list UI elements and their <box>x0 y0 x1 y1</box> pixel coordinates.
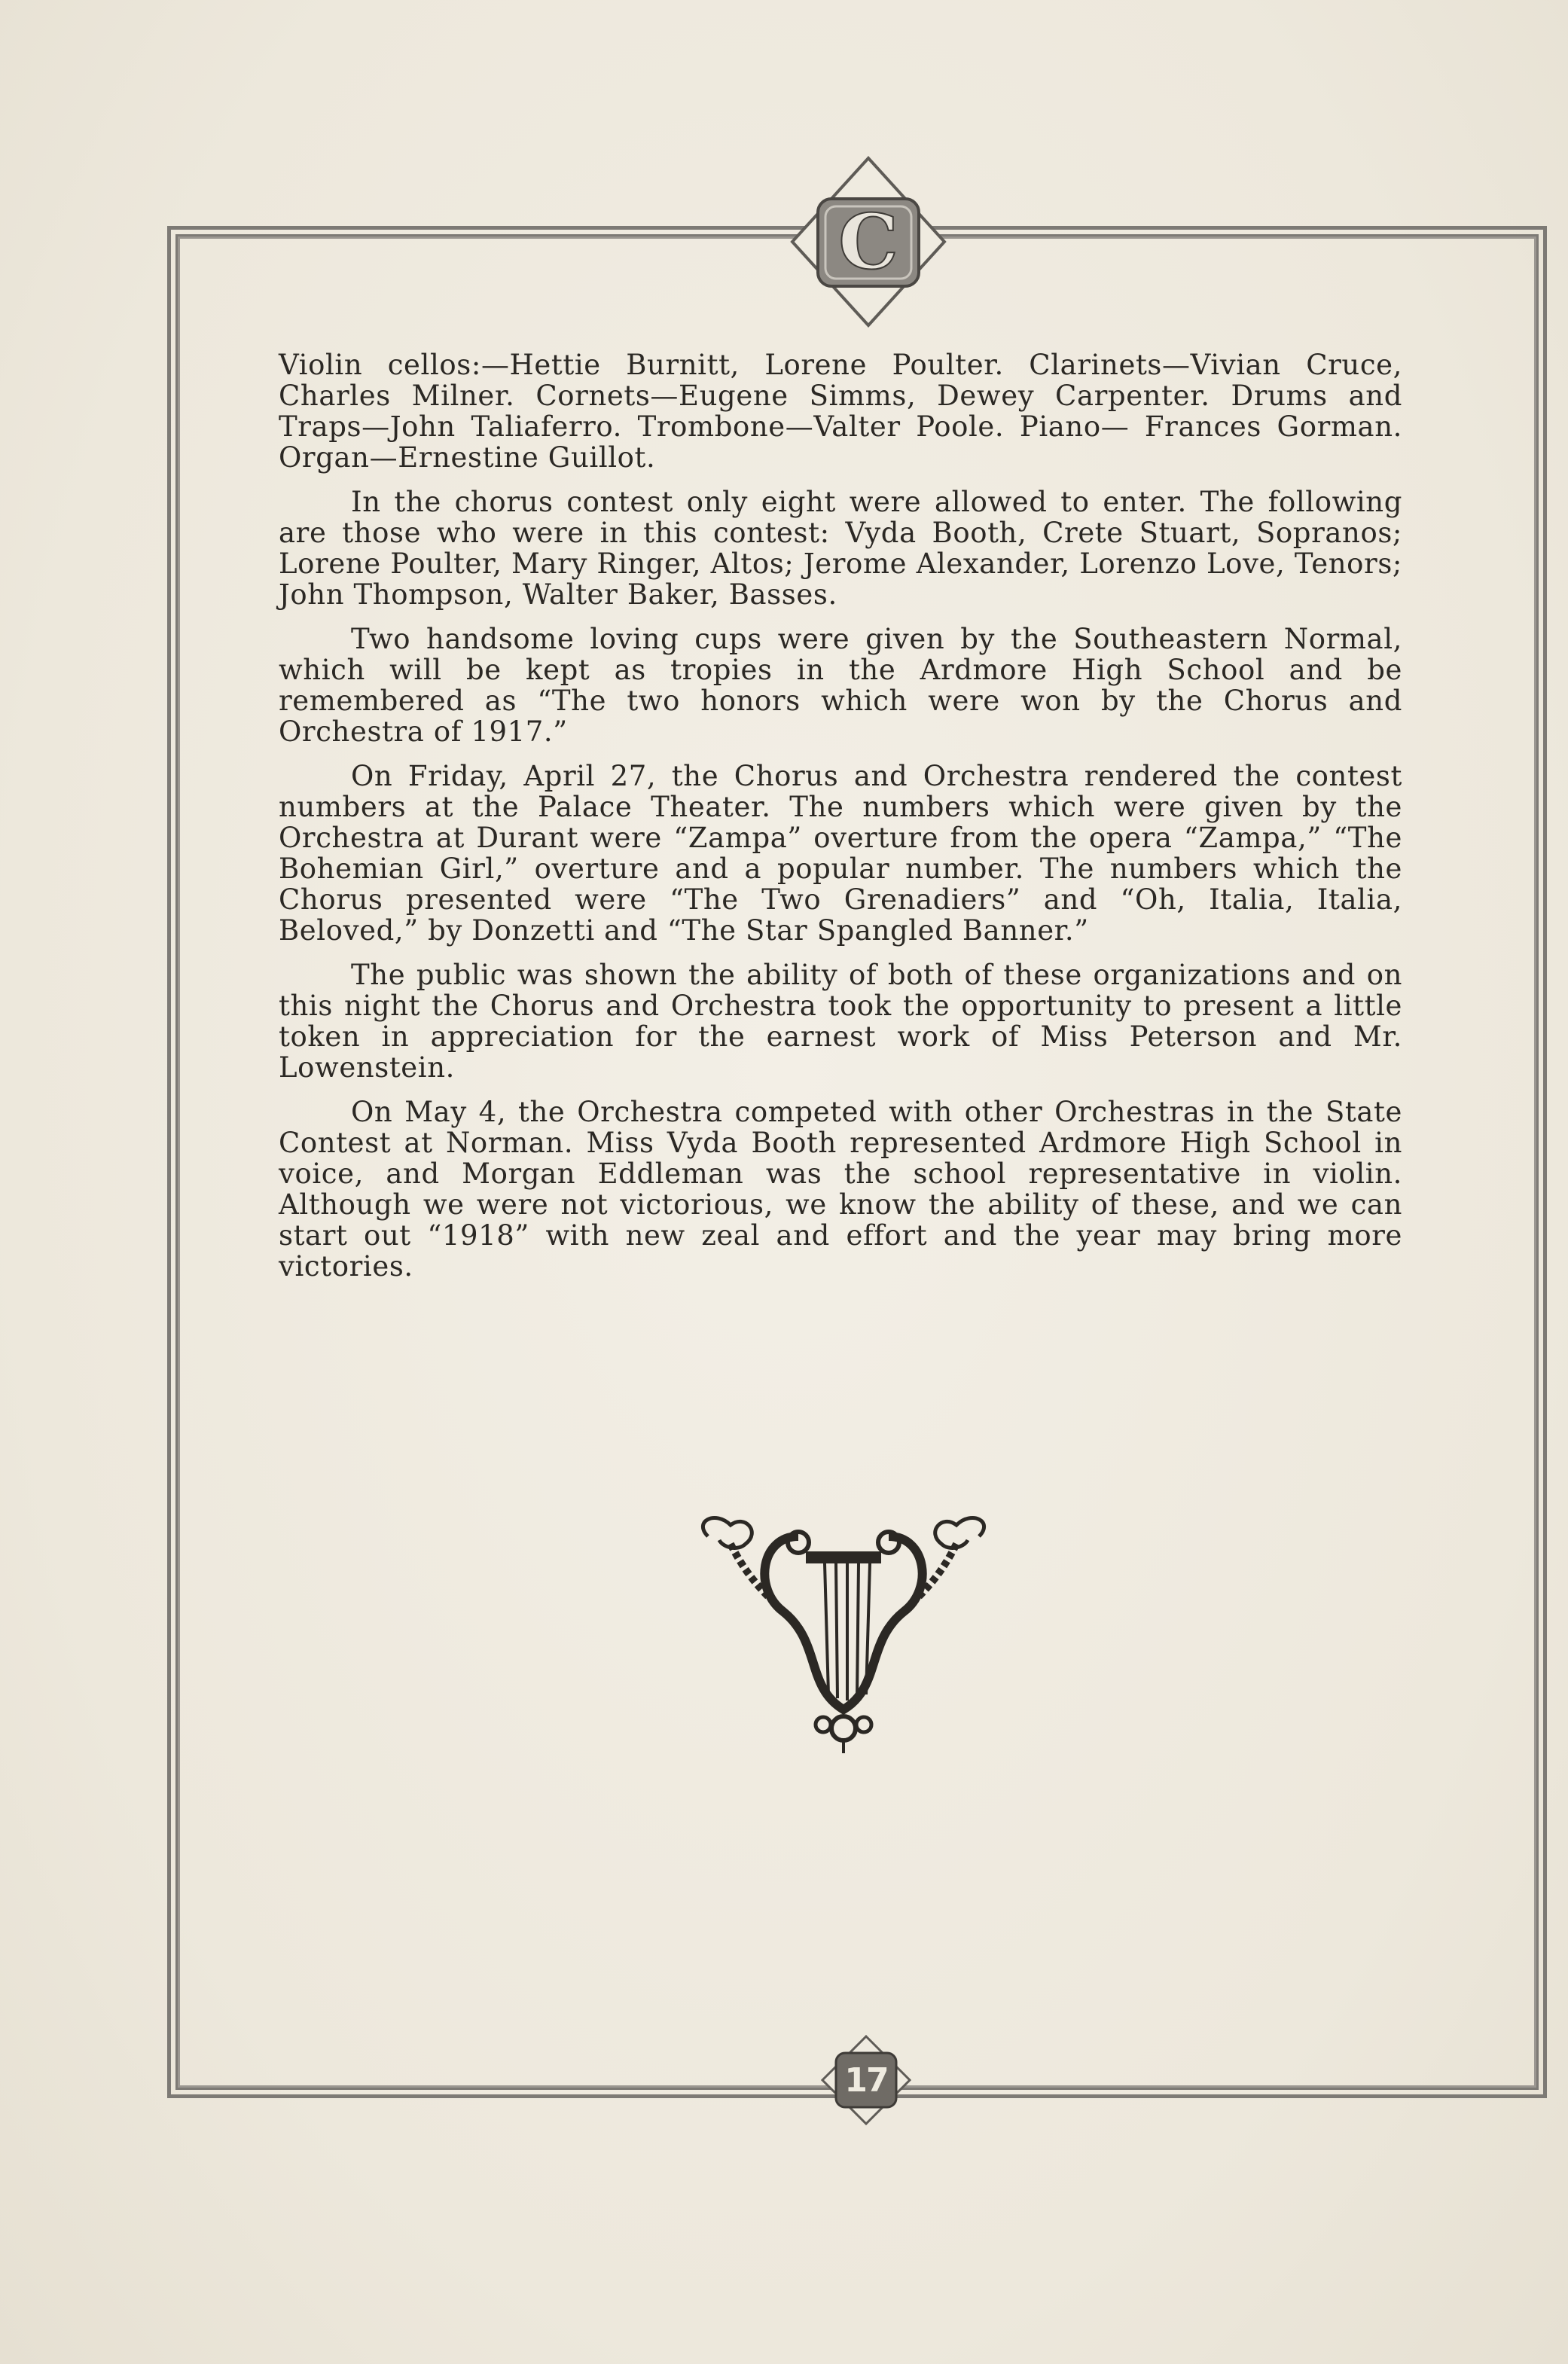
top-c-emblem-icon <box>789 155 947 328</box>
paragraph-palace-theater: On Friday, April 27, the Chorus and Orchestra rendered the contest numbers at the Palace Theater. The numbers which were given by the Orchestra at Durant were “Zampa” overture from the opera “Zampa,” “The Bohemian Girl,” overture and a popular number. The numbers which the Chorus presented were “The Two Grenadiers” and “Oh, Italia, Italia, Beloved,” by Donzetti and “The Star Spangled Banner.” <box>279 760 1402 947</box>
paragraph-state-contest: On May 4, the Orchestra competed with other Orchestras in the State Contest at Norman. Miss Vyda Booth represented Ardmore High School in voice, and Morgan Eddleman was the school representative in violin. Although we were not victorious, we know the ability of these, and we can start out “1918” with new zeal and effort and the year may bring more victories. <box>279 1096 1402 1283</box>
lyre-ornament-icon <box>685 1506 1002 1755</box>
paragraph-orchestra-members: Violin cellos:—Hettie Burnitt, Lorene Poulter. Clarinets—Vivian Cruce, Charles Milner. Cornets—Eugene Simms, Dewey Carpenter. Drums and Traps—John Taliaferro. Trombone—Valter Poole. Piano— Frances Gorman. Organ—Ernestine Guillot. <box>279 349 1402 474</box>
page-number: 17 <box>844 2060 888 2100</box>
paragraph-chorus-contest: In the chorus contest only eight were allowed to enter. The following are those who were in this contest: Vyda Booth, Crete Stuart, Sopranos; Lorene Poulter, Mary Ringer, Altos; Jerome Alexander, Lorenzo Love, Tenors; John Thompson, Walter Baker, Basses. <box>279 486 1402 611</box>
article-text <box>279 349 1402 1295</box>
paragraph-appreciation: The public was shown the ability of both of these organizations and on this night the Chorus and Orchestra took the opportunity to present a little token in appreciation for the earnest work of Miss Peterson and Mr. Lowenstein. <box>279 959 1402 1084</box>
paragraph-loving-cups: Two handsome loving cups were given by the Southeastern Normal, which will be kept as tropies in the Ardmore High School and be remembered as “The two honors which were won by the Chorus and Orchestra of 1917.” <box>279 623 1402 748</box>
emblem-letter: C <box>838 197 898 286</box>
